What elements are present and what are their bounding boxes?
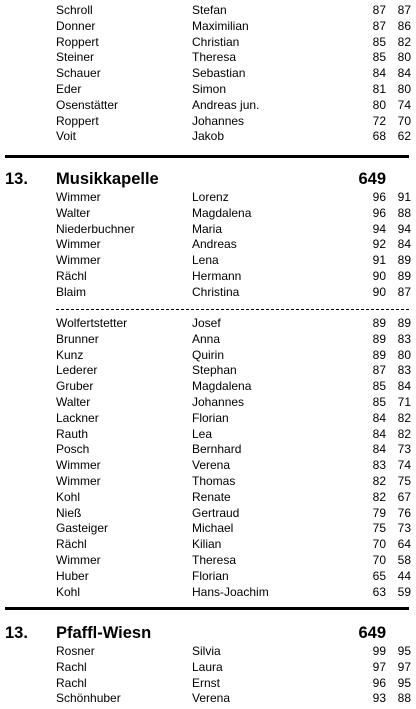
last-name-cell: Schauer — [56, 66, 101, 81]
score-cell: 72 — [372, 113, 386, 128]
score-cell: 64 — [397, 537, 411, 552]
score-cell: 89 — [372, 316, 386, 330]
table-row — [0, 537, 416, 553]
last-name-cell: Walter — [56, 395, 91, 409]
last-name-cell: Rächl — [56, 537, 87, 552]
table-row — [0, 553, 416, 569]
first-name-cell: Silvia — [192, 644, 221, 658]
score-cell: 88 — [397, 691, 411, 706]
team-name: Pfaffl-Wiesn — [56, 624, 152, 642]
table-row — [0, 50, 416, 66]
table-row — [0, 660, 416, 676]
first-name-cell: Quirin — [192, 347, 225, 362]
table-row — [0, 35, 416, 51]
table-row — [0, 285, 416, 301]
first-name-cell: Hermann — [192, 269, 242, 283]
table-row — [0, 411, 416, 427]
last-name-cell: Rosner — [56, 644, 95, 658]
last-name-cell: Walter — [56, 205, 91, 220]
first-name-cell: Maximilian — [192, 18, 249, 33]
last-name-cell: Wimmer — [56, 458, 101, 473]
first-name-cell: Stefan — [192, 3, 227, 17]
score-cell: 92 — [372, 237, 386, 252]
first-name-cell: Simon — [192, 82, 227, 96]
score-cell: 74 — [397, 458, 411, 473]
last-name-cell: Blaim — [56, 284, 87, 299]
last-name-cell: Posch — [56, 442, 90, 457]
score-cell: 67 — [397, 489, 411, 504]
table-row — [0, 506, 416, 522]
score-cell: 84 — [372, 442, 386, 457]
team-total: 649 — [358, 624, 386, 642]
score-cell: 84 — [372, 66, 386, 81]
score-cell: 87 — [372, 363, 386, 378]
score-cell: 96 — [372, 675, 386, 690]
first-name-cell: Lorenz — [192, 190, 229, 204]
first-name-cell: Theresa — [192, 553, 237, 567]
table-row — [0, 490, 416, 506]
last-name-cell: Schroll — [56, 3, 93, 17]
table-row — [0, 458, 416, 474]
table-row — [0, 66, 416, 82]
team-total: 649 — [358, 170, 386, 188]
score-cell: 89 — [372, 347, 386, 362]
table-row — [0, 521, 416, 537]
score-cell: 97 — [372, 659, 386, 674]
score-cell: 83 — [372, 458, 386, 473]
score-cell: 89 — [397, 269, 411, 283]
first-name-cell: Kilian — [192, 537, 222, 552]
team-rank: 13. — [5, 624, 28, 642]
last-name-cell: Wolfertstetter — [56, 316, 128, 330]
score-cell: 89 — [397, 316, 411, 330]
table-row — [0, 474, 416, 490]
first-name-cell: Florian — [192, 410, 229, 425]
last-name-cell: Rauth — [56, 426, 89, 441]
score-cell: 79 — [372, 505, 386, 520]
first-name-cell: Jakob — [192, 129, 225, 144]
last-name-cell: Niederbuchner — [56, 221, 135, 236]
score-cell: 73 — [397, 521, 411, 536]
score-cell: 75 — [372, 521, 386, 536]
score-cell: 84 — [397, 379, 411, 394]
last-name-cell: Schönhuber — [56, 691, 121, 706]
last-name-cell: Wimmer — [56, 553, 101, 567]
score-cell: 62 — [397, 129, 411, 144]
score-cell: 82 — [397, 426, 411, 441]
score-cell: 94 — [397, 221, 411, 236]
table-row — [0, 569, 416, 585]
first-name-cell: Theresa — [192, 50, 237, 65]
score-cell: 76 — [397, 505, 411, 520]
first-name-cell: Lea — [192, 426, 213, 441]
first-name-cell: Christina — [192, 284, 240, 299]
score-cell: 68 — [372, 129, 386, 144]
first-name-cell: Andreas jun. — [192, 97, 260, 112]
score-cell: 75 — [397, 474, 411, 488]
first-name-cell: Magdalena — [192, 379, 252, 394]
first-name-cell: Hans-Joachim — [192, 584, 269, 599]
last-name-cell: Brunner — [56, 331, 99, 346]
score-cell: 58 — [397, 553, 411, 567]
table-row — [0, 98, 416, 114]
table-row — [0, 332, 416, 348]
first-name-cell: Christian — [192, 34, 240, 49]
first-name-cell: Ernst — [192, 675, 221, 690]
last-name-cell: Osenstätter — [56, 97, 119, 112]
last-name-cell: Kohl — [56, 489, 81, 504]
score-cell: 96 — [372, 205, 386, 220]
score-cell: 82 — [372, 474, 386, 488]
table-row — [0, 253, 416, 269]
table-row — [0, 644, 416, 660]
section-divider — [5, 607, 409, 610]
table-row — [0, 129, 416, 145]
score-cell: 82 — [397, 410, 411, 425]
score-cell: 95 — [397, 675, 411, 690]
team-header — [0, 169, 416, 189]
first-name-cell: Laura — [192, 659, 223, 674]
last-name-cell: Wimmer — [56, 237, 101, 252]
table-row — [0, 691, 416, 707]
last-name-cell: Gasteiger — [56, 521, 109, 536]
score-cell: 84 — [372, 426, 386, 441]
score-cell: 86 — [397, 18, 411, 33]
score-cell: 65 — [372, 568, 386, 583]
table-row — [0, 222, 416, 238]
score-cell: 80 — [397, 82, 411, 96]
first-name-cell: Sebastian — [192, 66, 246, 81]
score-cell: 91 — [397, 190, 411, 204]
score-cell: 63 — [372, 584, 386, 599]
first-name-cell: Johannes — [192, 395, 245, 409]
table-row — [0, 427, 416, 443]
last-name-cell: Kunz — [56, 347, 84, 362]
score-cell: 80 — [397, 50, 411, 65]
first-name-cell: Florian — [192, 568, 229, 583]
first-name-cell: Magdalena — [192, 205, 252, 220]
table-row — [0, 114, 416, 130]
last-name-cell: Wimmer — [56, 190, 101, 204]
score-cell: 71 — [397, 395, 411, 409]
last-name-cell: Wimmer — [56, 253, 101, 268]
score-cell: 88 — [397, 205, 411, 220]
first-name-cell: Josef — [192, 316, 221, 330]
first-name-cell: Michael — [192, 521, 234, 536]
table-row — [0, 395, 416, 411]
table-row — [0, 269, 416, 285]
score-cell: 89 — [372, 331, 386, 346]
table-row — [0, 237, 416, 253]
score-cell: 89 — [397, 253, 411, 268]
score-cell: 82 — [372, 489, 386, 504]
last-name-cell: Rächl — [56, 269, 87, 283]
first-name-cell: Johannes — [192, 113, 245, 128]
score-cell: 93 — [372, 691, 386, 706]
last-name-cell: Eder — [56, 82, 82, 96]
last-name-cell: Kohl — [56, 584, 81, 599]
scoring-divider — [56, 309, 409, 310]
first-name-cell: Renate — [192, 489, 231, 504]
first-name-cell: Maria — [192, 221, 223, 236]
table-row — [0, 82, 416, 98]
score-cell: 83 — [397, 331, 411, 346]
score-cell: 84 — [397, 66, 411, 81]
section-divider — [5, 155, 409, 158]
last-name-cell: Lederer — [56, 363, 98, 378]
first-name-cell: Verena — [192, 691, 231, 706]
score-cell: 95 — [397, 644, 411, 658]
score-cell: 80 — [397, 347, 411, 362]
last-name-cell: Voit — [56, 129, 77, 144]
table-row — [0, 363, 416, 379]
last-name-cell: Nieß — [56, 505, 82, 520]
table-row — [0, 206, 416, 222]
last-name-cell: Lackner — [56, 410, 99, 425]
last-name-cell: Roppert — [56, 34, 99, 49]
score-cell: 99 — [372, 644, 386, 658]
score-cell: 87 — [372, 3, 386, 17]
score-cell: 97 — [397, 659, 411, 674]
last-name-cell: Huber — [56, 568, 89, 583]
table-row — [0, 585, 416, 601]
first-name-cell: Lena — [192, 253, 219, 268]
score-cell: 44 — [397, 568, 411, 583]
first-name-cell: Thomas — [192, 474, 236, 488]
first-name-cell: Andreas — [192, 237, 237, 252]
team-header — [0, 623, 416, 643]
last-name-cell: Roppert — [56, 113, 99, 128]
table-row — [0, 348, 416, 364]
score-cell: 84 — [372, 410, 386, 425]
score-cell: 83 — [397, 363, 411, 378]
last-name-cell: Steiner — [56, 50, 95, 65]
first-name-cell: Stephan — [192, 363, 237, 378]
first-name-cell: Verena — [192, 458, 231, 473]
score-cell: 85 — [372, 34, 386, 49]
score-cell: 94 — [372, 221, 386, 236]
team-name: Musikkapelle — [56, 170, 159, 188]
score-cell: 91 — [372, 253, 386, 268]
last-name-cell: Rachl — [56, 659, 87, 674]
score-cell: 73 — [397, 442, 411, 457]
table-row — [0, 676, 416, 692]
last-name-cell: Wimmer — [56, 474, 101, 488]
table-row — [0, 442, 416, 458]
score-cell: 96 — [372, 190, 386, 204]
score-cell: 81 — [372, 82, 386, 96]
score-cell: 85 — [372, 379, 386, 394]
score-cell: 85 — [372, 395, 386, 409]
score-cell: 87 — [397, 3, 411, 17]
last-name-cell: Rachl — [56, 675, 87, 690]
table-row — [0, 19, 416, 35]
table-row — [0, 379, 416, 395]
team-rank: 13. — [5, 170, 28, 188]
first-name-cell: Anna — [192, 331, 221, 346]
score-cell: 87 — [397, 284, 411, 299]
table-row — [0, 3, 416, 19]
table-row — [0, 316, 416, 332]
score-cell: 74 — [397, 97, 411, 112]
score-cell: 70 — [372, 553, 386, 567]
table-row — [0, 190, 416, 206]
score-cell: 80 — [372, 97, 386, 112]
score-cell: 90 — [372, 284, 386, 299]
score-cell: 70 — [397, 113, 411, 128]
score-cell: 84 — [397, 237, 411, 252]
last-name-cell: Gruber — [56, 379, 94, 394]
last-name-cell: Donner — [56, 18, 96, 33]
score-cell: 70 — [372, 537, 386, 552]
first-name-cell: Gertraud — [192, 505, 240, 520]
score-cell: 85 — [372, 50, 386, 65]
score-cell: 82 — [397, 34, 411, 49]
score-cell: 59 — [397, 584, 411, 599]
first-name-cell: Bernhard — [192, 442, 242, 457]
score-cell: 87 — [372, 18, 386, 33]
score-cell: 90 — [372, 269, 386, 283]
